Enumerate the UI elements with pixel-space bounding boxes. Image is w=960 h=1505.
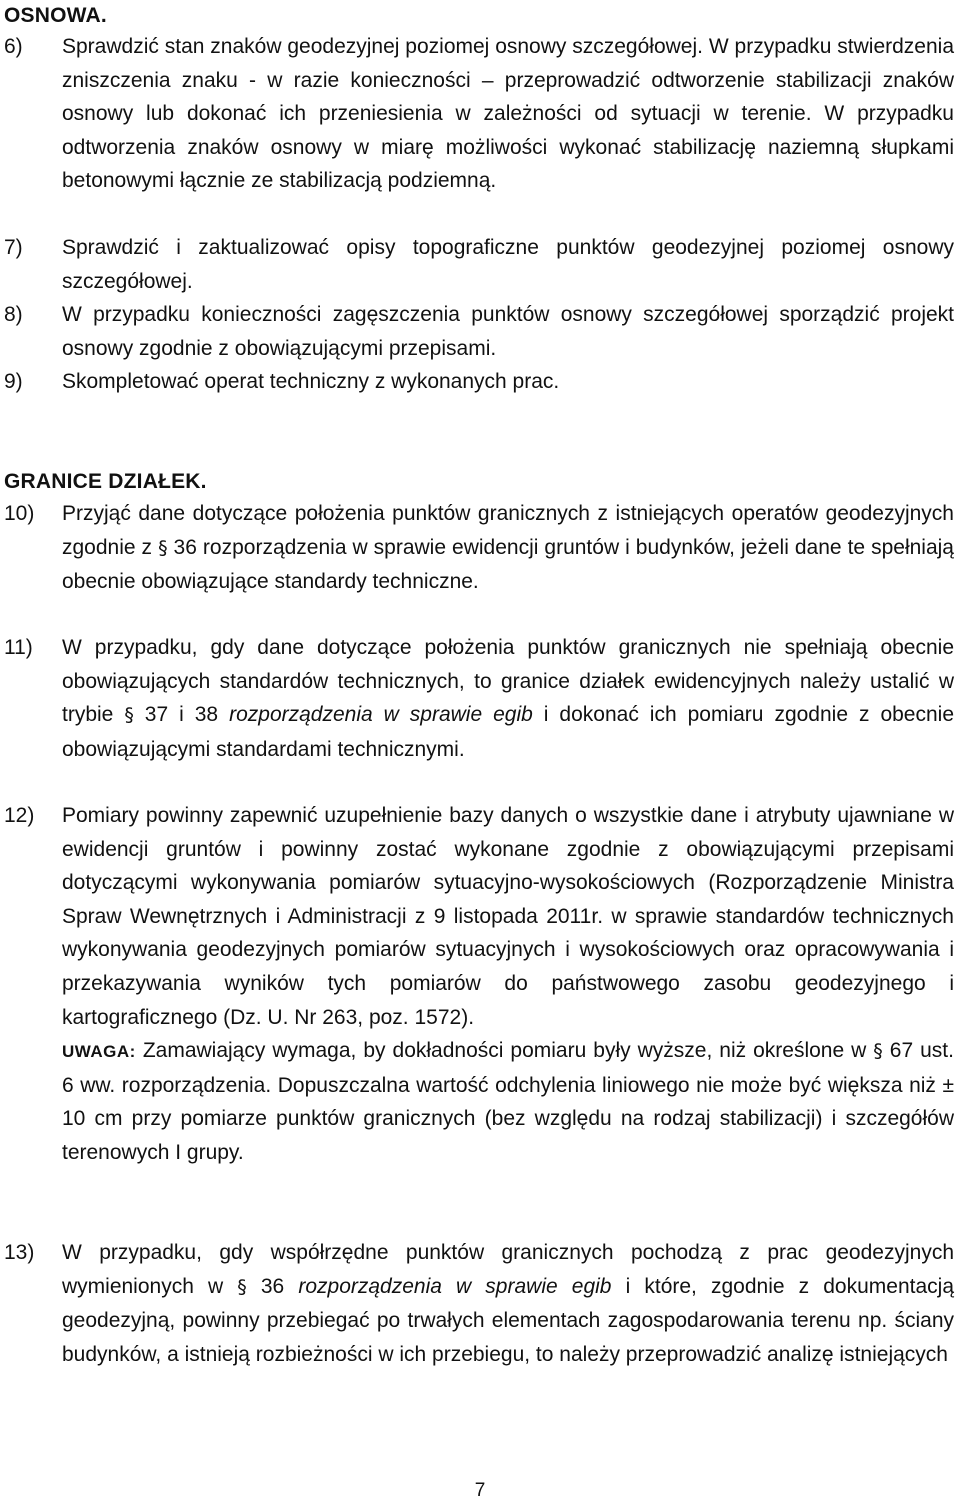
item-text: Pomiary powinny zapewnić uzupełnienie bazy danych o wszystkie dane i atrybuty ujawniane w ewidencji gruntów i powinny zostać wykonane zgodnie z obowiązującymi przepisami dotyczącymi wykonywania pomiarów sytuacyjno-wysokościowych (Rozporządzenie Ministra Spraw Wewnętrznych i Administracji z 9 listopada 2011r. w sprawie standardów technicznych wykonywania geodezyjnych pomiarów sytuacyjnych i wysokościowych oraz opracowywania i przekazywania wyników tych pomiarów do państwowego zasobu geodezyjnego i kartograficznego (Dz. U. Nr 263, poz. 1572).: [62, 804, 954, 1029]
item-number: 10): [4, 502, 35, 525]
list-item-13: [4, 1236, 954, 1371]
section-heading-granice-dzialek: GRANICE DZIAŁEK.: [4, 470, 207, 493]
italic-reference: rozporządzenia w sprawie egib: [229, 703, 533, 727]
text-run: i dokonać ich pomiaru zgodnie z obecnie obowiązującymi standardami technicznymi.: [62, 703, 955, 761]
text-run: 36 rozporządzenia w sprawie ewidencji gruntów i budynków, jeżeli dane te spełniają obecnie obowiązujące standardy techniczne.: [62, 535, 954, 594]
list-item-10: [4, 497, 954, 599]
italic-reference: rozporządzenia w sprawie egib: [298, 1274, 612, 1298]
item-number: 11): [4, 636, 33, 659]
list-item-12: [4, 799, 954, 1170]
text-run: Zamawiający wymaga, by dokładności pomiaru były wyższe, niż określone w: [135, 1039, 874, 1063]
list-item-7: [4, 231, 954, 298]
section-sign: §: [873, 1040, 883, 1063]
section-heading-osnowa: OSNOWA.: [4, 4, 107, 27]
section-sign: §: [237, 1275, 247, 1298]
list-item-6: [4, 30, 954, 198]
section-sign: §: [124, 704, 134, 727]
text-run: 67 ust. 6 ww. rozporządzenia. Dopuszczalna wartość odchylenia liniowego nie może być większa niż ± 10 cm przy pomiarze punktów granicznych (bez względu na rodzaj stabilizacji) i szczegółów terenowych I grupy.: [62, 1039, 954, 1164]
text-run: W przypadku, gdy dane dotyczące położenia punktów granicznych nie spełniają obecnie obowiązujących standardów technicznych, to granice działek ewidencyjnych należy ustalić w trybie: [62, 636, 954, 727]
item-text: [62, 1236, 954, 1371]
item-text: [62, 497, 954, 599]
list-item-11: [4, 631, 954, 766]
list-item-8: [4, 298, 954, 365]
item-number: 8): [4, 303, 23, 326]
item-text: [62, 631, 954, 766]
item-text: Sprawdzić stan znaków geodezyjnej poziomej osnowy szczegółowej. W przypadku stwierdzenia zniszczenia znaku - w razie konieczności – przeprowadzić odtworzenie stabilizacji znaków osnowy lub dokonać ich przeniesienia w zależności od sytuacji w terenie. W przypadku odtworzenia znaków osnowy w miarę możliwości wykonać stabilizację naziemną słupkami betonowymi łącznie ze stabilizacją podziemną.: [62, 35, 954, 193]
item-number: 9): [4, 370, 23, 393]
text-run: W przypadku, gdy współrzędne punktów granicznych pochodzą z prac geodezyjnych wymienionych w: [62, 1241, 954, 1298]
text-run: Przyjąć dane dotyczące położenia punktów granicznych z istniejących operatów geodezyjnych zgodnie z: [62, 502, 954, 559]
item-number: 6): [4, 35, 23, 58]
text-run: 36: [246, 1274, 299, 1298]
item-number: 7): [4, 236, 23, 259]
item-text: Sprawdzić i zaktualizować opisy topograficzne punktów geodezyjnej poziomej osnowy szczegółowej.: [62, 236, 954, 293]
note-label: UWAGA:: [62, 1042, 136, 1062]
item-text: Skompletować operat techniczny z wykonanych prac.: [62, 370, 560, 393]
item-number: 12): [4, 804, 35, 827]
item-text: W przypadku konieczności zagęszczenia punktów osnowy szczegółowej sporządzić projekt osnowy zgodnie z obowiązującymi przepisami.: [62, 303, 954, 360]
text-run: 37 i 38: [133, 703, 230, 727]
section-sign: §: [158, 536, 168, 559]
note-paragraph: [62, 1034, 954, 1169]
text-run: i które, zgodnie z dokumentacją geodezyjną, powinny przebiegać po trwałych elementach zagospodarowania terenu np. ściany budynków, a istnieją rozbieżności w ich przebiegu, to należy przeprowadzić analizę istniejących: [62, 1274, 954, 1366]
page-number: 7: [474, 1480, 486, 1501]
item-number: 13): [4, 1241, 35, 1264]
list-item-9: [4, 365, 954, 399]
